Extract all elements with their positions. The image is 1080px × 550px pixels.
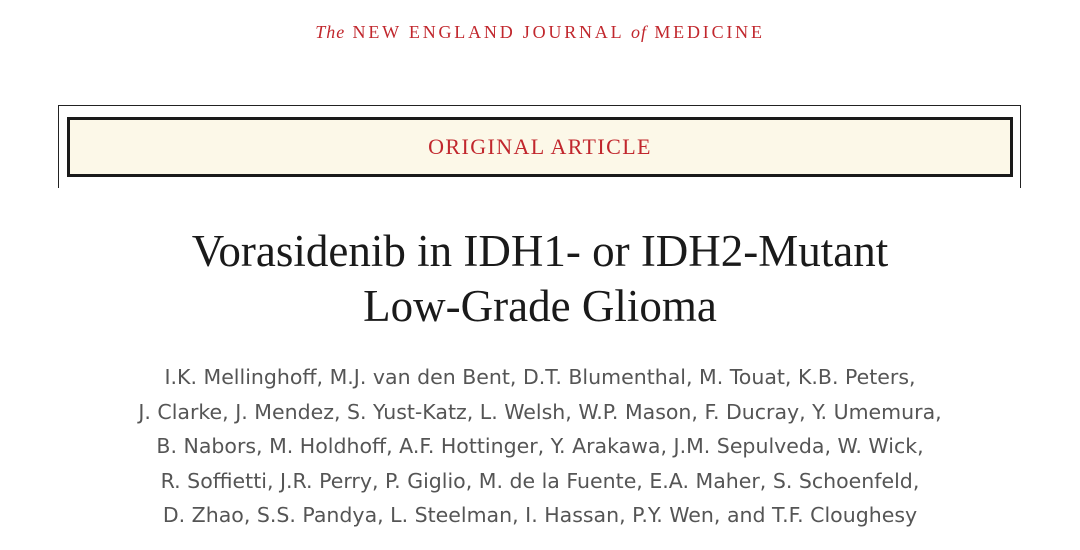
author-line: D. Zhao, S.S. Pandya, L. Steelman, I. Hassan, P.Y. Wen, and T.F. Cloughesy bbox=[162, 503, 918, 527]
journal-name-part2: MEDICINE bbox=[654, 22, 765, 42]
author-line: I.K. Mellinghoff, M.J. van den Bent, D.T. Blumenthal, M. Touat, K.B. Peters, bbox=[164, 365, 916, 389]
article-type-banner bbox=[67, 117, 1013, 177]
author-line: B. Nabors, M. Holdhoff, A.F. Hottinger, Y. Arakawa, J.M. Sepulveda, W. Wick, bbox=[156, 434, 924, 458]
journal-prefix: The bbox=[315, 22, 346, 42]
journal-of: of bbox=[631, 22, 648, 42]
journal-masthead bbox=[0, 22, 1080, 43]
author-line: J. Clarke, J. Mendez, S. Yust-Katz, L. Welsh, W.P. Mason, F. Ducray, Y. Umemura, bbox=[138, 399, 942, 424]
title-line: Low-Grade Glioma bbox=[363, 281, 717, 331]
journal-name-part1: NEW ENGLAND JOURNAL bbox=[352, 22, 624, 42]
author-line: R. Soffietti, J.R. Perry, P. Giglio, M. de la Fuente, E.A. Maher, S. Schoenfeld, bbox=[160, 468, 920, 493]
author-list bbox=[0, 360, 1080, 533]
article-title bbox=[0, 224, 1080, 334]
title-line: Vorasidenib in IDH1- or IDH2-Mutant bbox=[191, 226, 889, 276]
article-type-label: ORIGINAL ARTICLE bbox=[428, 134, 652, 159]
